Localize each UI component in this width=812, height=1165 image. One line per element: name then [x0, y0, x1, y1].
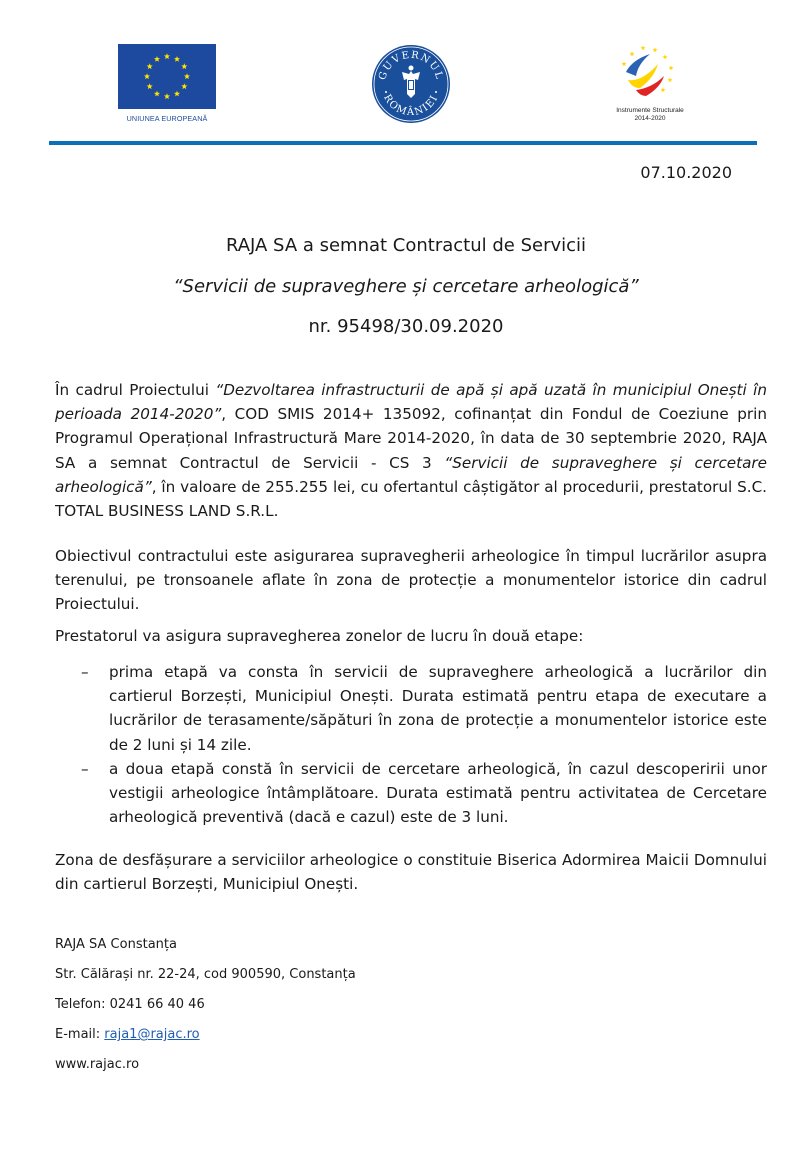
eu-star-icon [181, 83, 187, 89]
title-line-2: “Servicii de supraveghere și cercetare arheologică” [173, 276, 639, 297]
email-link[interactable]: raja1@rajac.ro [104, 1027, 200, 1042]
eu-logo [118, 44, 216, 124]
contact-phone: Telefon: 0241 66 40 46 [55, 997, 205, 1012]
eu-star-icon [164, 93, 170, 99]
eu-star-icon [144, 73, 150, 79]
eu-star-icon [174, 56, 180, 62]
eu-star-icon [184, 73, 190, 79]
paragraph-3-text: Prestatorul va asigura supravegherea zonelor de lucru în două etape: [55, 627, 584, 645]
is-star-icon [661, 87, 666, 92]
header-divider [49, 141, 757, 145]
email-label: E-mail: [55, 1027, 105, 1042]
p1-intro: În cadrul Proiectului [55, 381, 216, 399]
contact-email-row [55, 1025, 356, 1055]
is-star-icon [630, 51, 635, 56]
eu-star-icon [147, 63, 153, 69]
eu-star-icon [147, 83, 153, 89]
instrumente-structurale-caption [600, 107, 700, 123]
contract-name: “Servicii de supraveghere și cercetare arheologică” [55, 453, 767, 496]
paragraph-2 [55, 544, 767, 617]
eu-caption: UNIUNEA EUROPEANĂ [126, 114, 208, 123]
is-star-icon [669, 65, 674, 70]
list-item [55, 757, 767, 830]
p1-middle: , COD SMIS 2014+ 135092, cofinanțat din Fondul de Coeziune prin Programul Operațional Infrastructură Mare 2014-2020, în data de 30 septembrie 2020, RAJA SA a semnat Contractul de Servicii - CS 3 [55, 405, 767, 472]
p1-end: , în valoare de 255.255 lei, cu ofertantul câștigător al procedurii, prestatorul S.C. TOTAL BUSINESS LAND S.R.L. [55, 477, 767, 521]
title-line-3: nr. 95498/30.09.2020 [308, 316, 504, 337]
is-caption-line2: 2014-2020 [634, 115, 666, 122]
eu-star-icon [174, 91, 180, 97]
list-item-text: a doua etapă constă în servicii de cercetare arheologică, în cazul descoperirii unor vestigii arheologice întâmplătoare. Durata estimată pentru activitatea de Cercetare arheologică preventivă (dacă e cazul) este de 3 luni. [109, 759, 767, 827]
contact-block [55, 935, 356, 1085]
paragraph-4 [55, 848, 767, 896]
contact-website: www.rajac.ro [55, 1057, 140, 1072]
project-name: “Dezvoltarea infrastructurii de apă și apă uzată în municipiul Onești în perioada 2014-2020” [55, 381, 767, 424]
is-star-icon [641, 45, 646, 50]
is-star-icon [663, 54, 668, 59]
gov-bottom-text: ROMÂNIEI [381, 92, 441, 119]
is-caption-line1: Instrumente Structurale [616, 107, 684, 114]
list-item [55, 660, 767, 757]
contact-address: Str. Călărași nr. 22-24, cod 900590, Constanța [55, 967, 356, 982]
paragraph-4-text: Zona de desfășurare a serviciilor arheologice o constituie Biserica Adormirea Maicii Domnului din cartierul Borzești, Municipiul Onești. [55, 851, 767, 894]
list-item-text: prima etapă va consta în servicii de supraveghere arheologică a lucrărilor din cartierul Borzești, Municipiul Onești. Durata estimată pentru etapa de executare a lucrărilor de terasamente/săpături în zona de protecție a monumentelor istorice este de 2 luni și 14 zile. [109, 663, 767, 754]
dash-bullet-icon: – [81, 663, 89, 681]
paragraph-2-text: Obiectivul contractului este asigurarea supravegherii arheologice în timpul lucrărilor asupra terenului, pe tronsoanele aflate în zona de protecție a monumentelor istorice din cadrul Proiectului. [55, 547, 767, 614]
stages-list [55, 660, 767, 829]
contact-company: RAJA SA Constanța [55, 937, 177, 952]
instrumente-structurale-logo [600, 42, 710, 128]
document-date: 07.10.2020 [640, 163, 732, 182]
guvernul-romaniei-logo [371, 44, 451, 124]
eu-star-icon [154, 56, 160, 62]
title-line-1: RAJA SA a semnat Contractul de Servicii [225, 235, 587, 256]
eu-star-icon [181, 63, 187, 69]
eu-flag-icon [118, 44, 216, 109]
eu-star-icon [164, 53, 170, 59]
eu-star-icon [154, 91, 160, 97]
is-star-icon [668, 77, 673, 82]
is-star-icon [622, 61, 627, 66]
is-star-icon [653, 47, 658, 52]
gov-top-text: GUVERNUL [377, 49, 445, 82]
dash-bullet-icon: – [81, 759, 89, 778]
paragraph-3 [55, 624, 767, 648]
instrumente-structurale-icon [612, 42, 682, 104]
paragraph-1 [55, 378, 767, 523]
